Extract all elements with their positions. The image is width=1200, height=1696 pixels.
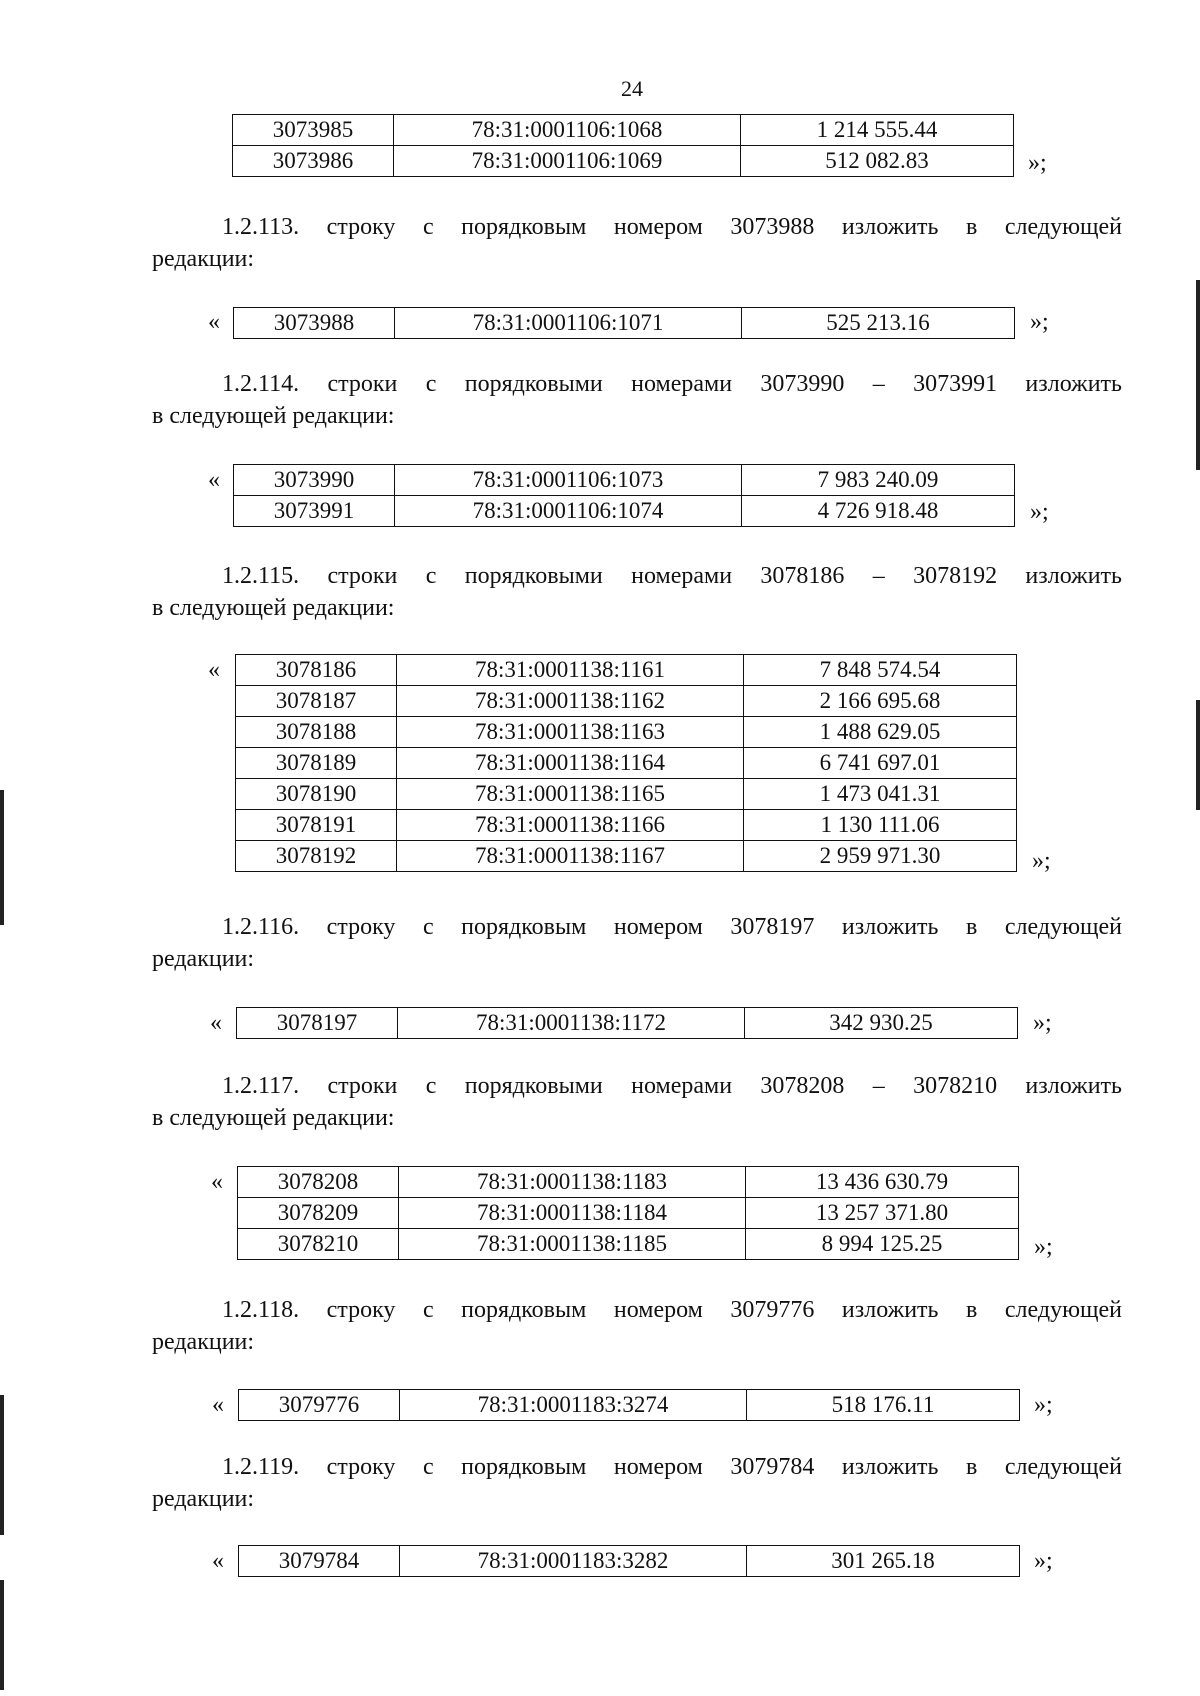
cadastral-number-cell: 78:31:0001106:1071: [395, 308, 742, 339]
value-cell: 13 436 630.79: [746, 1167, 1019, 1198]
value-cell: 512 082.83: [741, 146, 1014, 177]
close-quote: »;: [1030, 499, 1049, 525]
row-number-cell: 3079784: [239, 1546, 400, 1577]
row-number-cell: 3073991: [234, 496, 395, 527]
table-row: [234, 308, 1015, 339]
value-cell: 6 741 697.01: [744, 748, 1017, 779]
table-row: [233, 115, 1014, 146]
table-block-6: [238, 1389, 1020, 1421]
table-row: [236, 717, 1017, 748]
close-quote: »;: [1032, 848, 1051, 874]
close-quote: »;: [1028, 150, 1047, 176]
table-block-2: [233, 464, 1015, 527]
row-number-cell: 3073988: [234, 308, 395, 339]
row-number-cell: 3078208: [238, 1167, 399, 1198]
table-row: [236, 841, 1017, 872]
row-number-cell: 3073985: [233, 115, 394, 146]
paragraph-first-line: 1.2.114. строки с порядковыми номерами 3073990 – 3073991 изложить: [222, 371, 1122, 397]
row-number-cell: 3078192: [236, 841, 397, 872]
cadastral-number-cell: 78:31:0001138:1163: [397, 717, 744, 748]
paragraph-first-line: 1.2.113. строку с порядковым номером 3073988 изложить в следующей: [222, 214, 1122, 240]
value-cell: 2 166 695.68: [744, 686, 1017, 717]
cadastral-number-cell: 78:31:0001138:1172: [398, 1008, 745, 1039]
row-number-cell: 3078186: [236, 655, 397, 686]
cadastral-number-cell: 78:31:0001183:3282: [400, 1546, 747, 1577]
paragraph-1-2-114: [152, 368, 1122, 432]
table-block-7: [238, 1545, 1020, 1577]
cadastral-number-cell: 78:31:0001106:1074: [395, 496, 742, 527]
table-row: [239, 1546, 1020, 1577]
cadastral-number-cell: 78:31:0001138:1162: [397, 686, 744, 717]
paragraph-first-line: 1.2.118. строку с порядковым номером 3079776 изложить в следующей: [222, 1297, 1122, 1323]
value-cell: 342 930.25: [745, 1008, 1018, 1039]
cadastral-number-cell: 78:31:0001138:1166: [397, 810, 744, 841]
row-number-cell: 3078191: [236, 810, 397, 841]
table-row: [236, 779, 1017, 810]
paragraph-1-2-113: [152, 211, 1122, 275]
cadastral-number-cell: 78:31:0001138:1183: [399, 1167, 746, 1198]
close-quote: »;: [1034, 1234, 1053, 1260]
table-block-0: [232, 114, 1014, 177]
table-row: [236, 686, 1017, 717]
row-number-cell: 3073990: [234, 465, 395, 496]
scan-edge-mark: [0, 1580, 4, 1690]
scan-edge-mark: [1196, 700, 1200, 810]
open-quote: «: [210, 1010, 222, 1036]
open-quote: «: [208, 657, 220, 683]
paragraph-continuation: в следующей редакции:: [152, 1105, 395, 1131]
open-quote: «: [211, 1169, 223, 1195]
scan-edge-mark: [0, 790, 4, 925]
cadastral-number-cell: 78:31:0001106:1068: [394, 115, 741, 146]
table-block-1: [233, 307, 1015, 339]
cadastral-number-cell: 78:31:0001106:1069: [394, 146, 741, 177]
open-quote: «: [212, 1392, 224, 1418]
table-block-3: [235, 654, 1017, 872]
close-quote: »;: [1033, 1010, 1052, 1036]
scan-edge-mark: [0, 1395, 4, 1535]
table-row: [234, 496, 1015, 527]
row-number-cell: 3078188: [236, 717, 397, 748]
paragraph-first-line: 1.2.116. строку с порядковым номером 3078197 изложить в следующей: [222, 914, 1122, 940]
value-cell: 1 488 629.05: [744, 717, 1017, 748]
value-cell: 301 265.18: [747, 1546, 1020, 1577]
row-number-cell: 3078190: [236, 779, 397, 810]
scan-edge-mark: [1196, 280, 1200, 470]
open-quote: «: [212, 1548, 224, 1574]
table-block-4: [236, 1007, 1018, 1039]
value-cell: 4 726 918.48: [742, 496, 1015, 527]
row-number-cell: 3078209: [238, 1198, 399, 1229]
paragraph-1-2-119: [152, 1451, 1122, 1515]
value-cell: 1 473 041.31: [744, 779, 1017, 810]
cadastral-number-cell: 78:31:0001183:3274: [400, 1390, 747, 1421]
cadastral-number-cell: 78:31:0001138:1161: [397, 655, 744, 686]
table-row: [236, 655, 1017, 686]
paragraph-1-2-116: [152, 911, 1122, 975]
paragraph-continuation: редакции:: [152, 1329, 255, 1355]
paragraph-first-line: 1.2.117. строки с порядковыми номерами 3078208 – 3078210 изложить: [222, 1073, 1122, 1099]
table-row: [238, 1167, 1019, 1198]
row-number-cell: 3078210: [238, 1229, 399, 1260]
page-number: 24: [621, 76, 643, 101]
paragraph-continuation: редакции:: [152, 1486, 255, 1512]
table-row: [234, 465, 1015, 496]
value-cell: 7 983 240.09: [742, 465, 1015, 496]
value-cell: 8 994 125.25: [746, 1229, 1019, 1260]
row-number-cell: 3078187: [236, 686, 397, 717]
table-row: [239, 1390, 1020, 1421]
paragraph-continuation: в следующей редакции:: [152, 403, 395, 429]
cadastral-number-cell: 78:31:0001138:1184: [399, 1198, 746, 1229]
value-cell: 525 213.16: [742, 308, 1015, 339]
row-number-cell: 3073986: [233, 146, 394, 177]
value-cell: 2 959 971.30: [744, 841, 1017, 872]
table-row: [238, 1198, 1019, 1229]
row-number-cell: 3079776: [239, 1390, 400, 1421]
close-quote: »;: [1030, 309, 1049, 335]
paragraph-continuation: в следующей редакции:: [152, 595, 395, 621]
paragraph-continuation: редакции:: [152, 246, 255, 272]
paragraph-1-2-118: [152, 1294, 1122, 1358]
value-cell: 518 176.11: [747, 1390, 1020, 1421]
cadastral-number-cell: 78:31:0001138:1165: [397, 779, 744, 810]
paragraph-1-2-117: [152, 1070, 1122, 1134]
open-quote: «: [208, 309, 220, 335]
value-cell: 7 848 574.54: [744, 655, 1017, 686]
cadastral-number-cell: 78:31:0001138:1185: [399, 1229, 746, 1260]
row-number-cell: 3078189: [236, 748, 397, 779]
paragraph-1-2-115: [152, 560, 1122, 624]
close-quote: »;: [1034, 1548, 1053, 1574]
cadastral-number-cell: 78:31:0001138:1164: [397, 748, 744, 779]
table-row: [238, 1229, 1019, 1260]
value-cell: 13 257 371.80: [746, 1198, 1019, 1229]
table-row: [237, 1008, 1018, 1039]
table-block-5: [237, 1166, 1019, 1260]
cadastral-number-cell: 78:31:0001138:1167: [397, 841, 744, 872]
close-quote: »;: [1034, 1392, 1053, 1418]
value-cell: 1 130 111.06: [744, 810, 1017, 841]
paragraph-first-line: 1.2.119. строку с порядковым номером 3079784 изложить в следующей: [222, 1454, 1122, 1480]
value-cell: 1 214 555.44: [741, 115, 1014, 146]
cadastral-number-cell: 78:31:0001106:1073: [395, 465, 742, 496]
table-row: [236, 748, 1017, 779]
paragraph-first-line: 1.2.115. строки с порядковыми номерами 3078186 – 3078192 изложить: [222, 563, 1122, 589]
table-row: [233, 146, 1014, 177]
row-number-cell: 3078197: [237, 1008, 398, 1039]
open-quote: «: [208, 467, 220, 493]
table-row: [236, 810, 1017, 841]
paragraph-continuation: редакции:: [152, 946, 255, 972]
